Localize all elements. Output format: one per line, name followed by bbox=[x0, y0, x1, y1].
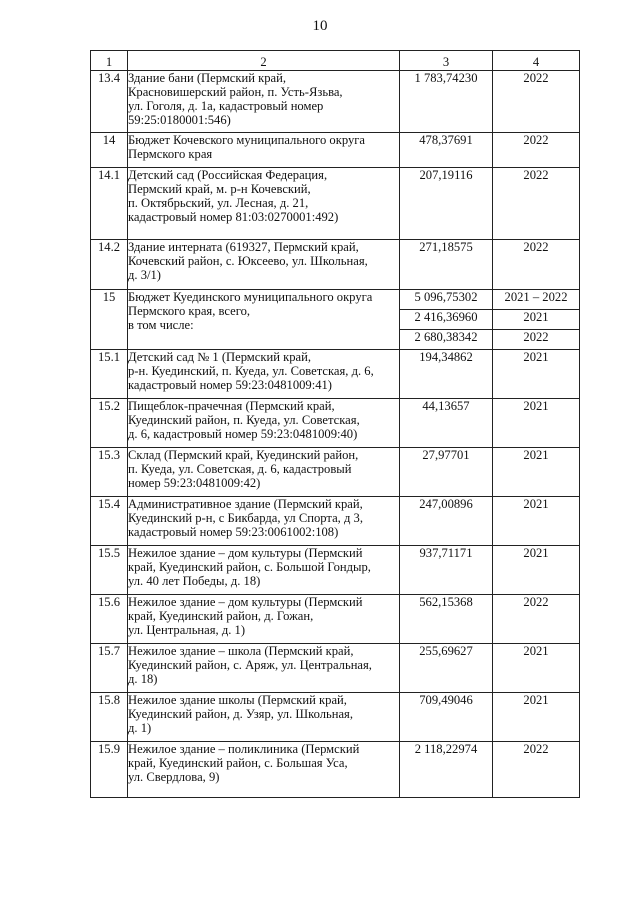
description-line: Нежилое здание – поликлиника (Пермский bbox=[128, 742, 360, 756]
row-number: 14 bbox=[91, 133, 128, 168]
row-year: 2022 bbox=[493, 168, 580, 240]
row-amount: 478,37691 bbox=[400, 133, 493, 168]
table-row bbox=[91, 546, 580, 595]
row-amount: 2 416,36960 bbox=[400, 310, 493, 330]
description-line: п. Куеда, ул. Советская, д. 6, кадастровый bbox=[128, 462, 352, 476]
description-line: Пищеблок-прачечная (Пермский край, bbox=[128, 399, 335, 413]
description-line: Нежилое здание – дом культуры (Пермский bbox=[128, 546, 363, 560]
description-line: Пермского края bbox=[128, 147, 213, 161]
row-year: 2021 – 2022 bbox=[493, 290, 580, 310]
description-line: Бюджет Кочевского муниципального округа bbox=[128, 133, 366, 147]
description-line: Административное здание (Пермский край, bbox=[128, 497, 363, 511]
row-description bbox=[128, 290, 400, 350]
description-line: Бюджет Куединского муниципального округа bbox=[128, 290, 373, 304]
row-year: 2021 bbox=[493, 497, 580, 546]
row-description bbox=[128, 497, 400, 546]
row-number: 15.5 bbox=[91, 546, 128, 595]
table-row bbox=[91, 742, 580, 798]
row-year: 2022 bbox=[493, 330, 580, 350]
description-line: ул. 40 лет Победы, д. 18) bbox=[128, 574, 261, 588]
row-amount: 562,15368 bbox=[400, 595, 493, 644]
header-col-2: 2 bbox=[128, 51, 400, 71]
description-line: номер 59:23:0481009:42) bbox=[128, 476, 261, 490]
description-line: кадастровый номер 81:03:0270001:492) bbox=[128, 210, 339, 224]
row-description bbox=[128, 742, 400, 798]
description-line: 59:25:0180001:546) bbox=[128, 113, 231, 127]
description-line: ул. Центральная, д. 1) bbox=[128, 623, 246, 637]
page-number: 10 bbox=[312, 18, 328, 34]
row-number: 15.6 bbox=[91, 595, 128, 644]
row-year: 2022 bbox=[493, 742, 580, 798]
row-amount: 255,69627 bbox=[400, 644, 493, 693]
description-line: кадастровый номер 59:23:0481009:41) bbox=[128, 378, 333, 392]
description-line: д. 6, кадастровый номер 59:23:0481009:40) bbox=[128, 427, 358, 441]
header-col-1: 1 bbox=[91, 51, 128, 71]
row-description bbox=[128, 350, 400, 399]
description-line: ул. Свердлова, 9) bbox=[128, 770, 220, 784]
row-amount: 2 118,22974 bbox=[400, 742, 493, 798]
table-row bbox=[91, 448, 580, 497]
header-col-3: 3 bbox=[400, 51, 493, 71]
row-number: 15.2 bbox=[91, 399, 128, 448]
table-row bbox=[91, 399, 580, 448]
row-amount: 1 783,74230 bbox=[400, 71, 493, 133]
row-amount: 247,00896 bbox=[400, 497, 493, 546]
table-row bbox=[91, 71, 580, 133]
row-description bbox=[128, 133, 400, 168]
row-description bbox=[128, 399, 400, 448]
row-year: 2022 bbox=[493, 133, 580, 168]
row-number: 15.8 bbox=[91, 693, 128, 742]
row-amount: 5 096,75302 bbox=[400, 290, 493, 310]
row-year: 2022 bbox=[493, 71, 580, 133]
row-description bbox=[128, 546, 400, 595]
row-year: 2021 bbox=[493, 350, 580, 399]
row-year: 2022 bbox=[493, 240, 580, 290]
row-amount: 44,13657 bbox=[400, 399, 493, 448]
description-line: в том числе: bbox=[128, 318, 194, 332]
row-year: 2021 bbox=[493, 644, 580, 693]
row-number: 14.2 bbox=[91, 240, 128, 290]
description-line: Нежилое здание школы (Пермский край, bbox=[128, 693, 347, 707]
description-line: Кочевский район, с. Юксеево, ул. Школьная, bbox=[128, 254, 368, 268]
row-amount: 194,34862 bbox=[400, 350, 493, 399]
row-year: 2021 bbox=[493, 693, 580, 742]
description-line: Здание интерната (619327, Пермский край, bbox=[128, 240, 359, 254]
description-line: Здание бани (Пермский край, bbox=[128, 71, 287, 85]
row-number: 15.1 bbox=[91, 350, 128, 399]
row-description bbox=[128, 644, 400, 693]
description-line: Нежилое здание – школа (Пермский край, bbox=[128, 644, 354, 658]
description-line: Детский сад № 1 (Пермский край, bbox=[128, 350, 312, 364]
description-line: край, Куединский район, д. Гожан, bbox=[128, 609, 314, 623]
row-year: 2021 bbox=[493, 448, 580, 497]
table-row bbox=[91, 350, 580, 399]
row-description bbox=[128, 71, 400, 133]
row-amount: 709,49046 bbox=[400, 693, 493, 742]
description-line: д. 18) bbox=[128, 672, 158, 686]
table-row bbox=[91, 644, 580, 693]
description-line: Красновишерский район, п. Усть-Язьва, bbox=[128, 85, 343, 99]
description-line: край, Куединский район, с. Большая Уса, bbox=[128, 756, 348, 770]
description-line: Пермского края, всего, bbox=[128, 304, 251, 318]
description-line: Куединский район, с. Аряж, ул. Центральная, bbox=[128, 658, 372, 672]
row-number: 15.3 bbox=[91, 448, 128, 497]
row-year: 2021 bbox=[493, 310, 580, 330]
row-description bbox=[128, 448, 400, 497]
description-line: Склад (Пермский край, Куединский район, bbox=[128, 448, 359, 462]
row-number: 13.4 bbox=[91, 71, 128, 133]
row-year: 2021 bbox=[493, 399, 580, 448]
description-line: Куединский р-н, с Бикбарда, ул Спорта, д 3, bbox=[128, 511, 363, 525]
row-year: 2022 bbox=[493, 595, 580, 644]
row-amount: 271,18575 bbox=[400, 240, 493, 290]
row-description bbox=[128, 168, 400, 240]
row-description bbox=[128, 595, 400, 644]
data-table bbox=[90, 50, 580, 798]
header-col-4: 4 bbox=[493, 51, 580, 71]
row-description bbox=[128, 693, 400, 742]
description-line: Пермский край, м. р-н Кочевский, bbox=[128, 182, 311, 196]
row-number: 15.4 bbox=[91, 497, 128, 546]
table-row bbox=[91, 133, 580, 168]
table-row bbox=[91, 595, 580, 644]
row-amount: 937,71171 bbox=[400, 546, 493, 595]
table-row bbox=[91, 240, 580, 290]
table-row bbox=[91, 290, 580, 310]
description-line: край, Куединский район, с. Большой Гондыр, bbox=[128, 560, 371, 574]
row-description bbox=[128, 240, 400, 290]
description-line: Детский сад (Российская Федерация, bbox=[128, 168, 328, 182]
description-line: Куединский район, п. Куеда, ул. Советская, bbox=[128, 413, 360, 427]
description-line: д. 3/1) bbox=[128, 268, 161, 282]
table-header-row bbox=[91, 51, 580, 71]
row-amount: 2 680,38342 bbox=[400, 330, 493, 350]
row-amount: 207,19116 bbox=[400, 168, 493, 240]
description-line: д. 1) bbox=[128, 721, 152, 735]
description-line: Куединский район, д. Узяр, ул. Школьная, bbox=[128, 707, 354, 721]
description-line: кадастровый номер 59:23:0061002:108) bbox=[128, 525, 339, 539]
row-number: 15.7 bbox=[91, 644, 128, 693]
description-line: ул. Гоголя, д. 1а, кадастровый номер bbox=[128, 99, 324, 113]
row-number: 15 bbox=[91, 290, 128, 350]
table-row bbox=[91, 693, 580, 742]
row-number: 14.1 bbox=[91, 168, 128, 240]
description-line: р-н. Куединский, п. Куеда, ул. Советская, д. 6, bbox=[128, 364, 374, 378]
row-number: 15.9 bbox=[91, 742, 128, 798]
table-row bbox=[91, 497, 580, 546]
description-line: п. Октябрьский, ул. Лесная, д. 21, bbox=[128, 196, 309, 210]
row-amount: 27,97701 bbox=[400, 448, 493, 497]
row-year: 2021 bbox=[493, 546, 580, 595]
table-row bbox=[91, 168, 580, 240]
description-line: Нежилое здание – дом культуры (Пермский bbox=[128, 595, 363, 609]
